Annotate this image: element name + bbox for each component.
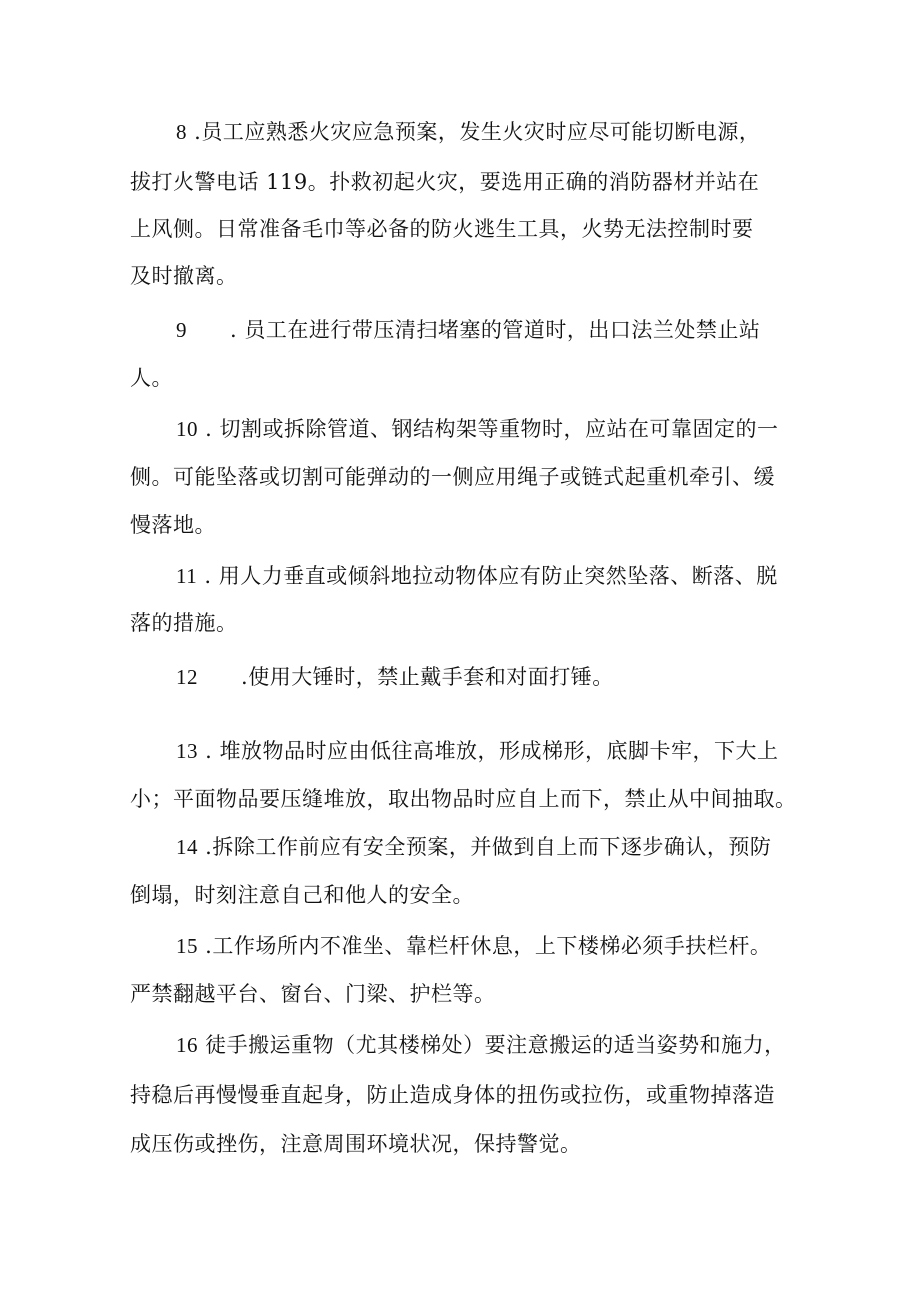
- item-8-line-2: 拔打火警电话 119。扑救初起火灾，要选用正确的消防器材并站在: [130, 170, 760, 194]
- item-9-line-2: 人。: [130, 366, 173, 390]
- item-10-line-3: 慢落地。: [130, 513, 216, 537]
- item-12-line-1: [176, 662, 614, 692]
- item-11-line-2: 落的措施。: [130, 611, 238, 635]
- item-8-line-3: 上风侧。日常准备毛巾等必备的防火逃生工具，火势无法控制时要: [130, 217, 754, 241]
- item-10-number: 10: [176, 417, 198, 441]
- item-10-text-1: . 切割或拆除管道、钢结构架等重物时，应站在可靠固定的一: [198, 417, 779, 441]
- item-15-number: 15: [176, 934, 198, 958]
- item-13-text-1: . 堆放物品时应由低往高堆放，形成梯形，底脚卡牢，下大上: [198, 739, 779, 763]
- item-16-line-2: 持稳后再慢慢垂直起身，防止造成身体的扭伤或拉伤，或重物掉落造: [130, 1083, 775, 1107]
- item-16-line-1: [176, 1030, 786, 1060]
- item-11-number: 11: [176, 564, 198, 588]
- item-16-text-1: 徒手搬运重物（尤其楼梯处）要注意搬运的适当姿势和施力，: [198, 1033, 786, 1057]
- item-8-text-1: .员工应熟悉火灾应急预案，发生火灾时应尽可能切断电源，: [187, 120, 761, 144]
- item-14-line-1: [176, 832, 771, 862]
- item-14-text-1: .拆除工作前应有安全预案，并做到自上而下逐步确认，预防: [198, 835, 772, 859]
- item-9-line-1: [176, 315, 760, 345]
- item-13-number: 13: [176, 739, 198, 763]
- item-11-text-1: . 用人力垂直或倾斜地拉动物体应有防止突然坠落、断落、脱: [197, 564, 778, 588]
- item-16-line-3: 成压伤或挫伤，注意周围环境状况，保持警觉。: [130, 1132, 582, 1156]
- item-9-number: 9: [176, 318, 187, 342]
- item-14-number: 14: [176, 835, 198, 859]
- item-15-line-1: [176, 931, 771, 961]
- item-11-line-1: [176, 561, 778, 591]
- item-8-line-1: [176, 117, 760, 147]
- item-16-number: 16: [176, 1033, 198, 1057]
- item-10-line-1: [176, 414, 779, 444]
- item-8-number: 8: [176, 120, 187, 144]
- item-12-number: 12: [176, 665, 198, 689]
- item-15-text-1: .工作场所内不准坐、靠栏杆休息，上下楼梯必须手扶栏杆。: [198, 934, 772, 958]
- item-13-line-1: [176, 736, 779, 766]
- item-12-text-1: .使用大锤时，禁止戴手套和对面打锤。: [198, 665, 614, 689]
- item-15-line-2: 严禁翻越平台、窗台、门梁、护栏等。: [130, 982, 496, 1006]
- item-13-line-2: 小；平面物品要压缝堆放，取出物品时应自上而下，禁止从中间抽取。: [130, 787, 797, 811]
- item-14-line-2: 倒塌，时刻注意自己和他人的安全。: [130, 883, 474, 907]
- item-9-text-1: . 员工在进行带压清扫堵塞的管道时，出口法兰处禁止站: [187, 318, 761, 342]
- item-8-line-4: 及时撤离。: [130, 264, 238, 288]
- item-10-line-2: 侧。可能坠落或切割可能弹动的一侧应用绳子或链式起重机牵引、缓: [130, 465, 775, 489]
